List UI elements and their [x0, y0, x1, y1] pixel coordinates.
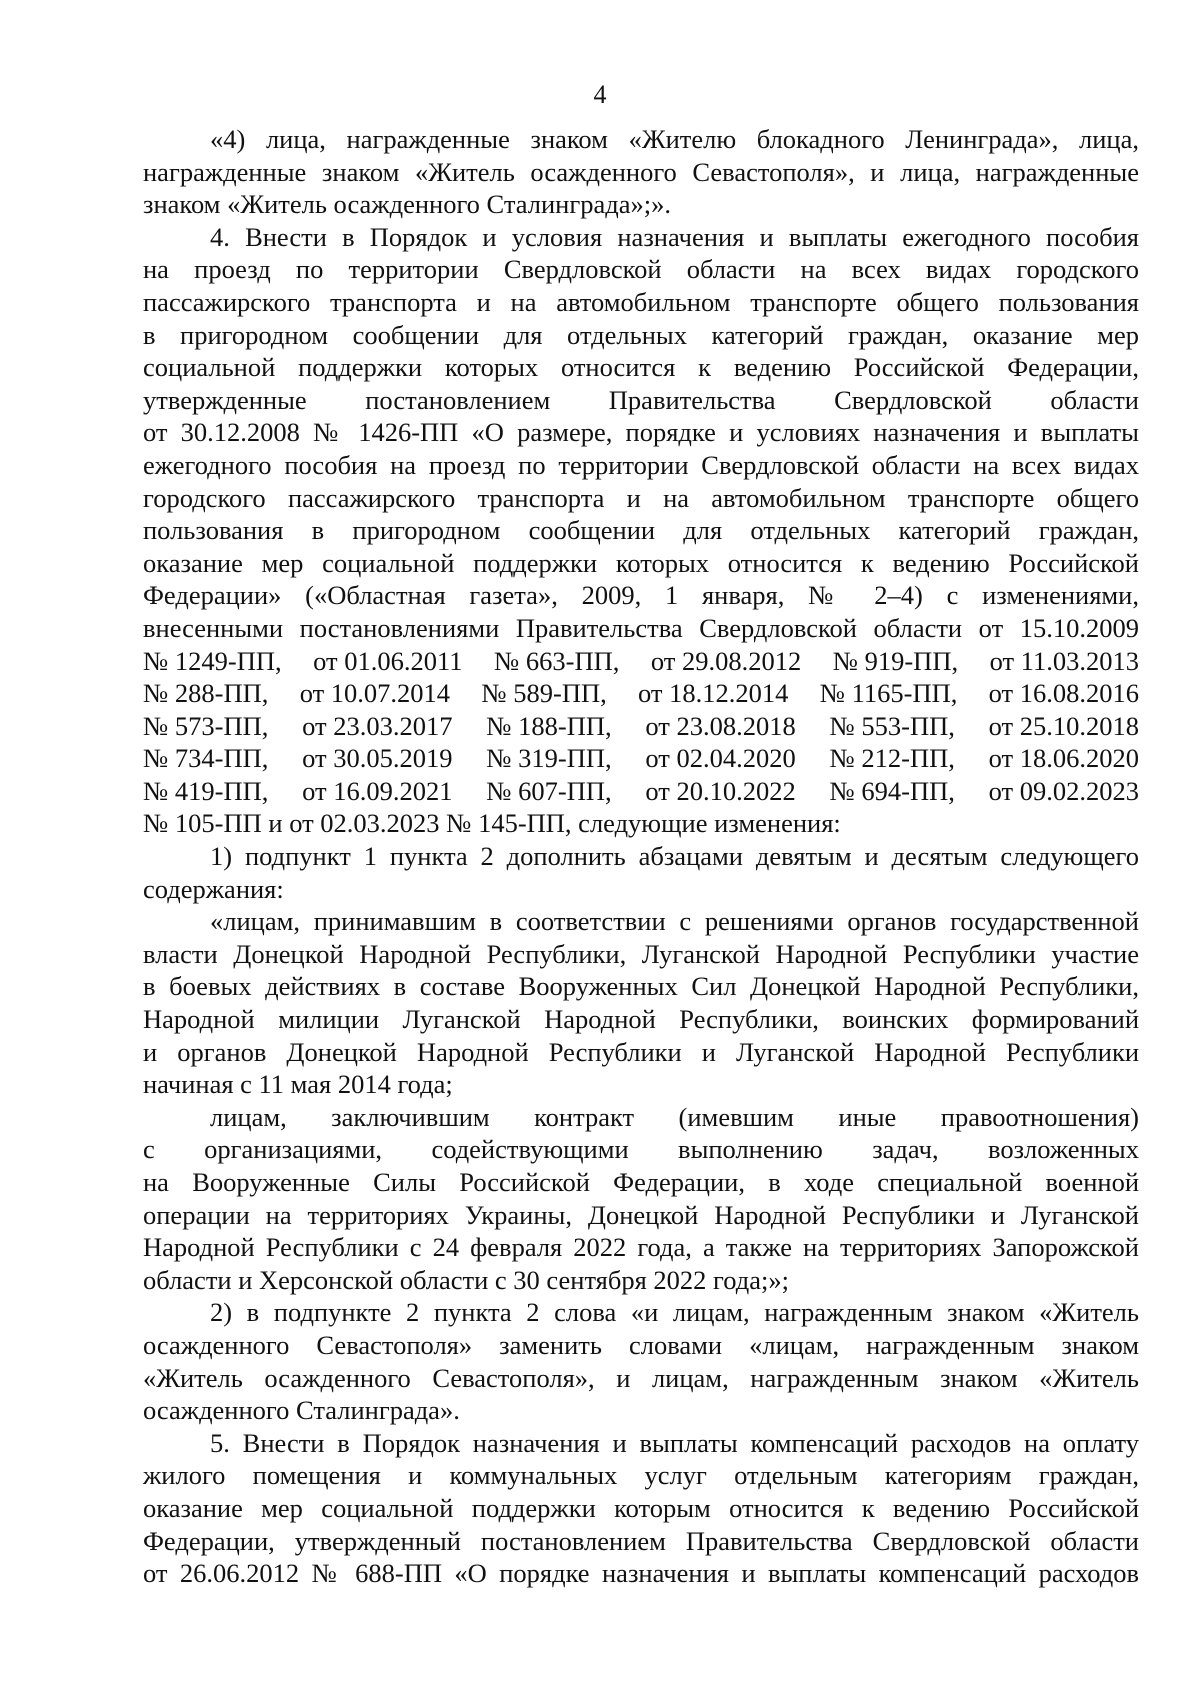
decree-list-cell: № 663-ПП,: [493, 645, 620, 676]
text-line: «4) лица, награжденные знаком «Жителю блокадного Ленинграда», лица,: [210, 124, 1139, 154]
text-line: области и Херсонской области с 30 сентября 2022 года;»;: [143, 1264, 789, 1295]
text-line: с организациями, содействующими выполнению задач, возложенных: [143, 1134, 1139, 1165]
decree-list-cell: № 419-ПП,: [143, 775, 269, 806]
text-line: оказание мер социальной поддержки которых относится к ведению Российской: [143, 547, 1139, 578]
text-line: 1) подпункт 1 пункта 2 дополнить абзацами девятым и десятым следующего: [210, 841, 1139, 872]
decree-list-cell: № 188-ПП,: [486, 710, 612, 741]
text-line: «лицам, принимавшим в соответствии с решениями органов государственной: [210, 906, 1139, 937]
text-line: от 30.12.2008 № 1426-ПП «О размере, порядке и условиях назначения и выплаты: [143, 417, 1139, 448]
decree-list-cell: от 25.10.2018: [988, 710, 1139, 741]
text-line: внесенными постановлениями Правительства Свердловской области от 15.10.2009: [143, 612, 1139, 643]
text-line-decree-list: [143, 775, 1139, 808]
decree-list-cell: от 23.03.2017: [302, 710, 453, 741]
text-line: осажденного Сталинграда».: [143, 1395, 460, 1426]
decree-list-cell: № 553-ПП,: [829, 710, 955, 741]
decree-list-cell: от 10.07.2014: [299, 678, 451, 709]
document-text: [143, 123, 1139, 1590]
decree-list-cell: № 734-ПП,: [143, 743, 269, 774]
text-line-decree-list: [143, 742, 1139, 775]
text-line: пассажирского транспорта и на автомобильном транспорте общего пользования: [143, 286, 1139, 317]
text-line: № 105-ПП и от 02.03.2023 № 145-ПП, следующие изменения:: [143, 808, 841, 839]
text-line: власти Донецкой Народной Республики, Луганской Народной Республики участие: [143, 938, 1139, 969]
text-line: оказание мер социальной поддержки которым относится к ведению Российской: [143, 1492, 1139, 1523]
decree-list-cell: № 1165-ПП,: [819, 678, 958, 709]
text-line-decree-list: [143, 645, 1139, 678]
text-line: знаком «Житель осажденного Сталинграда»;».: [143, 189, 671, 220]
decree-list-cell: от 30.05.2019: [302, 743, 453, 774]
text-line: Народной Республики с 24 февраля 2022 года, а также на территориях Запорожской: [143, 1232, 1139, 1263]
decree-list-cell: от 16.09.2021: [302, 775, 453, 806]
decree-list-cell: № 212-ПП,: [829, 743, 955, 774]
decree-list-cell: от 29.08.2012: [650, 645, 802, 676]
text-line: лицам, заключившим контракт (имевшим иные правоотношения): [210, 1101, 1139, 1132]
text-line: 5. Внести в Порядок назначения и выплаты компенсаций расходов на оплату: [210, 1427, 1139, 1458]
text-line: в боевых действиях в составе Вооруженных Сил Донецкой Народной Республики,: [143, 971, 1139, 1002]
decree-list-cell: № 288-ПП,: [143, 678, 269, 709]
decree-list-cell: № 589-ПП,: [481, 678, 607, 709]
text-line: награжденные знаком «Житель осажденного Севастополя», и лица, награжденные: [143, 156, 1139, 187]
text-line: городского пассажирского транспорта и на автомобильном транспорте общего: [143, 482, 1139, 513]
decree-list-cell: от 18.06.2020: [988, 743, 1139, 774]
text-line: от 26.06.2012 № 688-ПП «О порядке назначения и выплаты компенсаций расходов: [143, 1558, 1139, 1589]
decree-list-cell: № 319-ПП,: [486, 743, 612, 774]
decree-list-cell: от 20.10.2022: [645, 775, 796, 806]
text-line-decree-list: [143, 677, 1139, 710]
decree-list-cell: № 919-ПП,: [832, 645, 959, 676]
decree-list-cell: № 1249-ПП,: [143, 645, 282, 676]
text-line: на Вооруженные Силы Российской Федерации, в ходе специальной военной: [143, 1167, 1139, 1197]
text-line: утвержденные постановлением Правительства Свердловской области: [143, 384, 1139, 415]
text-line: 2) в подпункте 2 пункта 2 слова «и лицам, награжденным знаком «Житель: [210, 1297, 1139, 1328]
decree-list-cell: от 23.08.2018: [645, 710, 796, 741]
text-line: на проезд по территории Свердловской области на всех видах городского: [143, 254, 1139, 285]
decree-list-cell: № 694-ПП,: [829, 775, 955, 806]
text-line: Федерации» («Областная газета», 2009, 1 января, № 2–4) с изменениями,: [143, 580, 1139, 611]
text-line: социальной поддержки которых относится к ведению Российской Федерации,: [143, 352, 1139, 383]
decree-list-cell: № 573-ПП,: [143, 710, 269, 741]
text-line: Народной милиции Луганской Народной Республики, воинских формирований: [143, 1004, 1139, 1035]
decree-list-cell: от 18.12.2014: [638, 678, 789, 709]
decree-list-cell: от 09.02.2023: [988, 775, 1139, 806]
text-line-decree-list: [143, 710, 1139, 743]
decree-list-cell: от 01.06.2011: [313, 645, 463, 676]
text-line: Федерации, утвержденный постановлением Правительства Свердловской области: [143, 1525, 1139, 1556]
text-line: и органов Донецкой Народной Республики и Луганской Народной Республики: [143, 1036, 1139, 1067]
page-number: 4: [593, 80, 607, 109]
text-line: 4. Внести в Порядок и условия назначения и выплаты ежегодного пособия: [210, 221, 1139, 252]
text-line: ежегодного пособия на проезд по территории Свердловской области на всех видах: [143, 449, 1139, 480]
decree-list-cell: от 11.03.2013: [989, 645, 1139, 676]
text-line: жилого помещения и коммунальных услуг отдельным категориям граждан,: [143, 1460, 1139, 1491]
text-line: пользования в пригородном сообщении для отдельных категорий граждан,: [143, 515, 1139, 546]
text-line: в пригородном сообщении для отдельных категорий граждан, оказание мер: [143, 319, 1139, 350]
text-line: начиная с 11 мая 2014 года;: [143, 1069, 453, 1100]
decree-list-cell: от 02.04.2020: [645, 743, 796, 774]
text-line: операции на территориях Украины, Донецкой Народной Республики и Луганской: [143, 1199, 1139, 1230]
decree-list-cell: № 607-ПП,: [486, 775, 612, 806]
text-line: содержания:: [143, 873, 284, 904]
decree-list-cell: от 16.08.2016: [988, 678, 1139, 709]
text-line: осажденного Севастополя» заменить словами «лицам, награжденным знаком: [143, 1329, 1139, 1360]
text-line: «Житель осажденного Севастополя», и лицам, награжденным знаком «Житель: [143, 1362, 1139, 1393]
